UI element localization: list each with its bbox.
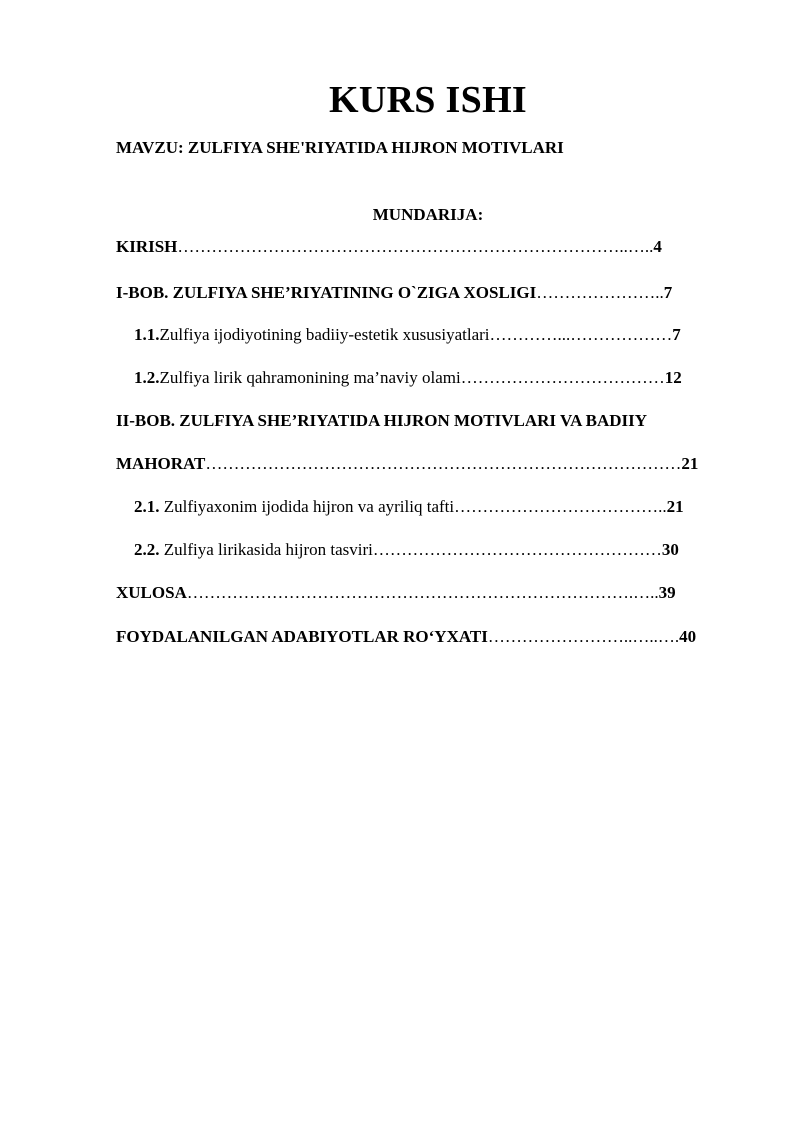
toc-page-number: 40	[679, 627, 697, 646]
toc-leader-dots: …………………………………………………………………….…..	[186, 583, 659, 602]
toc-section-number: 1.2.	[134, 368, 160, 387]
toc-page-number: 21	[666, 497, 684, 516]
toc-entry-label: XULOSA	[116, 583, 187, 602]
toc-entry-label: I-BOB. ZULFIYA SHE’RIYATINING O`ZIGA XOSLIGI	[116, 283, 537, 302]
toc-entry-label: II-BOB. ZULFIYA SHE’RIYATIDA HIJRON MOTIVLARI VA BADIIY	[116, 411, 648, 430]
toc-leader-dots: …………………..	[536, 283, 664, 302]
toc-page-number: 7	[672, 325, 681, 344]
toc-section-number: 2.1.	[134, 497, 160, 516]
toc-entry-label: FOYDALANILGAN ADABIYOTLAR RO‘YXATI	[116, 627, 488, 646]
toc-entry-chapter-2-line-1	[116, 411, 647, 431]
toc-entry-label: Zulfiya lirikasida hijron tasviri	[159, 540, 373, 559]
toc-page-number: 7	[663, 283, 673, 302]
toc-entry-label: Zulfiyaxonim ijodida hijron va ayriliq tafti	[159, 497, 455, 516]
toc-leader-dots: ………………………………..	[454, 497, 667, 516]
toc-entry-label: MAHORAT	[116, 454, 206, 473]
toc-leader-dots: …………...………………	[489, 325, 673, 344]
toc-leader-dots: ………………………………	[460, 368, 665, 387]
toc-entry-section-1-2	[134, 368, 682, 388]
toc-entry-label: KIRISH	[116, 237, 178, 256]
toc-entry-bibliography	[116, 627, 696, 647]
toc-leader-dots: ……………………..…..….	[487, 627, 680, 646]
toc-entry-section-2-2	[134, 540, 679, 560]
toc-leader-dots: ……………………………………………………………………..…..	[177, 237, 654, 256]
document-title: KURS ISHI	[328, 79, 528, 121]
toc-entry-kirish	[116, 237, 662, 257]
toc-page-number: 21	[681, 454, 699, 473]
toc-entry-chapter-1	[116, 283, 672, 303]
toc-page-number: 4	[653, 237, 662, 256]
toc-entry-chapter-2-line-2	[116, 454, 698, 474]
toc-heading: MUNDARIJA:	[372, 205, 484, 224]
toc-leader-dots: …………………………………………………………………………	[205, 454, 682, 473]
document-topic: MAVZU: ZULFIYA SHE'RIYATIDA HIJRON MOTIVLARI	[116, 138, 564, 157]
toc-entry-section-1-1	[134, 325, 681, 345]
toc-section-number: 2.2.	[134, 540, 160, 559]
toc-entry-label: Zulfiya ijodiyotining badiiy-estetik xususiyatlari	[159, 325, 490, 344]
toc-leader-dots: ……………………………………………	[372, 540, 662, 559]
toc-entry-section-2-1	[134, 497, 684, 517]
toc-page-number: 30	[661, 540, 679, 559]
toc-entry-label: Zulfiya lirik qahramonining ma’naviy olami	[159, 368, 461, 387]
toc-page-number: 12	[664, 368, 682, 387]
toc-page-number: 39	[658, 583, 676, 602]
toc-section-number: 1.1.	[134, 325, 160, 344]
toc-entry-xulosa	[116, 583, 676, 603]
